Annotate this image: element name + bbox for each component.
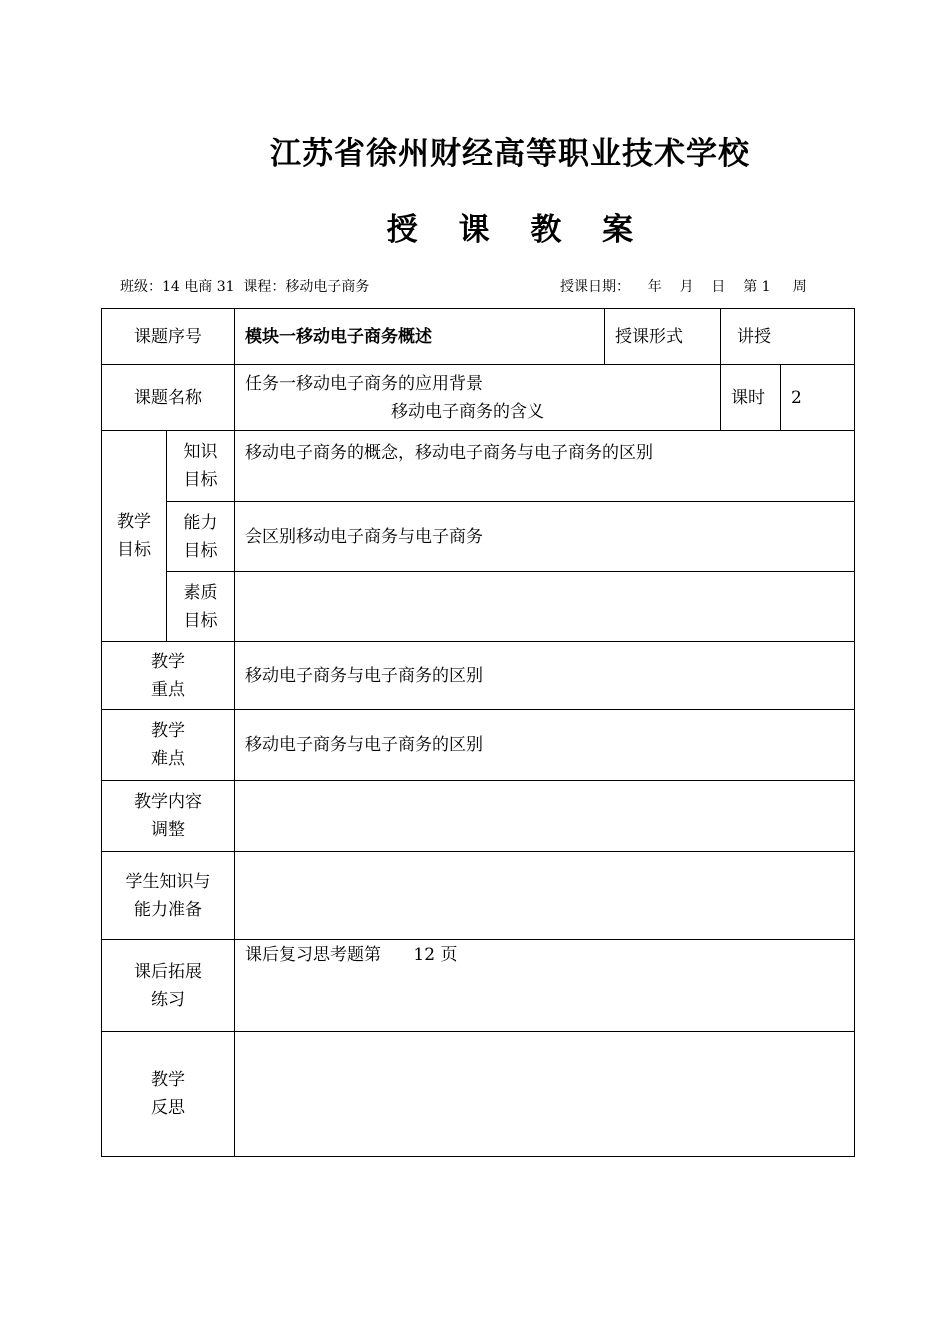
key-point-label bbox=[102, 642, 235, 710]
key-point-label-line-2: 重点 bbox=[151, 679, 185, 700]
ability-goal-value: 会区别移动电子商务与电子商务 bbox=[235, 502, 855, 572]
reflection-label bbox=[102, 1032, 235, 1157]
ability-goal-label bbox=[167, 502, 235, 572]
teaching-form-value: 讲授 bbox=[721, 309, 855, 365]
knowledge-goal-label-line-1: 知识 bbox=[183, 442, 218, 462]
ability-goal-label-line-2: 目标 bbox=[183, 540, 218, 561]
difficulty-label-line-1: 教学 bbox=[151, 721, 185, 741]
key-point-label-line-1: 教学 bbox=[151, 651, 185, 672]
topic-number-label: 课题序号 bbox=[102, 309, 235, 365]
knowledge-goal-label-line-2: 目标 bbox=[183, 470, 218, 490]
difficulty-row bbox=[102, 710, 855, 781]
topic-name-line-1: 任务一移动电子商务的应用背景 bbox=[245, 373, 483, 394]
reflection-label-line-1: 教学 bbox=[151, 1070, 185, 1090]
practice-row bbox=[102, 940, 855, 1032]
difficulty-label bbox=[102, 710, 235, 781]
key-point-row bbox=[102, 642, 855, 710]
teaching-goals-label bbox=[102, 431, 167, 642]
teaching-goals-label-line-2: 目标 bbox=[117, 540, 151, 560]
quality-goal-label bbox=[167, 572, 235, 642]
document-title: 授 课 教 案 bbox=[386, 212, 634, 248]
knowledge-goal-value: 移动电子商务的概念，移动电子商务与电子商务的区别 bbox=[235, 431, 855, 502]
reflection-value bbox=[235, 1032, 855, 1157]
ability-goal-row bbox=[102, 502, 855, 572]
lesson-plan-table bbox=[101, 308, 855, 1157]
student-prep-label bbox=[102, 852, 235, 940]
teaching-form-label: 授课形式 bbox=[605, 309, 721, 365]
practice-value: 课后复习思考题第 12 页 bbox=[235, 940, 855, 1032]
topic-name-row bbox=[102, 365, 855, 431]
topic-name-label: 课题名称 bbox=[102, 365, 235, 431]
key-point-value: 移动电子商务与电子商务的区别 bbox=[235, 642, 855, 710]
class-hours-value: 2 bbox=[781, 365, 855, 431]
content-adjust-row bbox=[102, 781, 855, 852]
practice-label-line-1: 课后拓展 bbox=[134, 961, 202, 982]
knowledge-goal-label bbox=[167, 431, 235, 502]
ability-goal-label-line-1: 能力 bbox=[183, 512, 218, 533]
knowledge-goal-row bbox=[102, 431, 855, 502]
content-adjust-label bbox=[102, 781, 235, 852]
topic-number-value: 模块一移动电子商务概述 bbox=[235, 309, 605, 365]
student-prep-value bbox=[235, 852, 855, 940]
content-adjust-label-line-2: 调整 bbox=[151, 820, 185, 840]
reflection-label-line-2: 反思 bbox=[151, 1098, 185, 1118]
practice-label-line-2: 练习 bbox=[151, 989, 185, 1010]
topic-number-row bbox=[102, 309, 855, 365]
difficulty-value: 移动电子商务与电子商务的区别 bbox=[235, 710, 855, 781]
class-hours-label: 课时 bbox=[721, 365, 781, 431]
teaching-goals-label-line-1: 教学 bbox=[117, 512, 151, 532]
quality-goal-label-line-2: 目标 bbox=[183, 610, 218, 631]
quality-goal-label-line-1: 素质 bbox=[183, 582, 218, 603]
class-course-info: 班级：14 电商 31 课程：移动电子商务 bbox=[120, 279, 370, 295]
practice-label bbox=[102, 940, 235, 1032]
quality-goal-row bbox=[102, 572, 855, 642]
teaching-date-info: 授课日期： 年 月 日 第 1 周 bbox=[560, 279, 807, 295]
topic-name-value bbox=[235, 365, 721, 431]
student-prep-label-line-2: 能力准备 bbox=[134, 899, 202, 920]
quality-goal-value bbox=[235, 572, 855, 642]
content-adjust-value bbox=[235, 781, 855, 852]
difficulty-label-line-2: 难点 bbox=[151, 749, 185, 769]
content-adjust-label-line-1: 教学内容 bbox=[134, 792, 202, 812]
student-prep-row bbox=[102, 852, 855, 940]
school-title: 江苏省徐州财经高等职业技术学校 bbox=[270, 136, 750, 172]
reflection-row bbox=[102, 1032, 855, 1157]
student-prep-label-line-1: 学生知识与 bbox=[125, 871, 211, 892]
topic-name-line-2: 移动电子商务的含义 bbox=[391, 401, 544, 422]
